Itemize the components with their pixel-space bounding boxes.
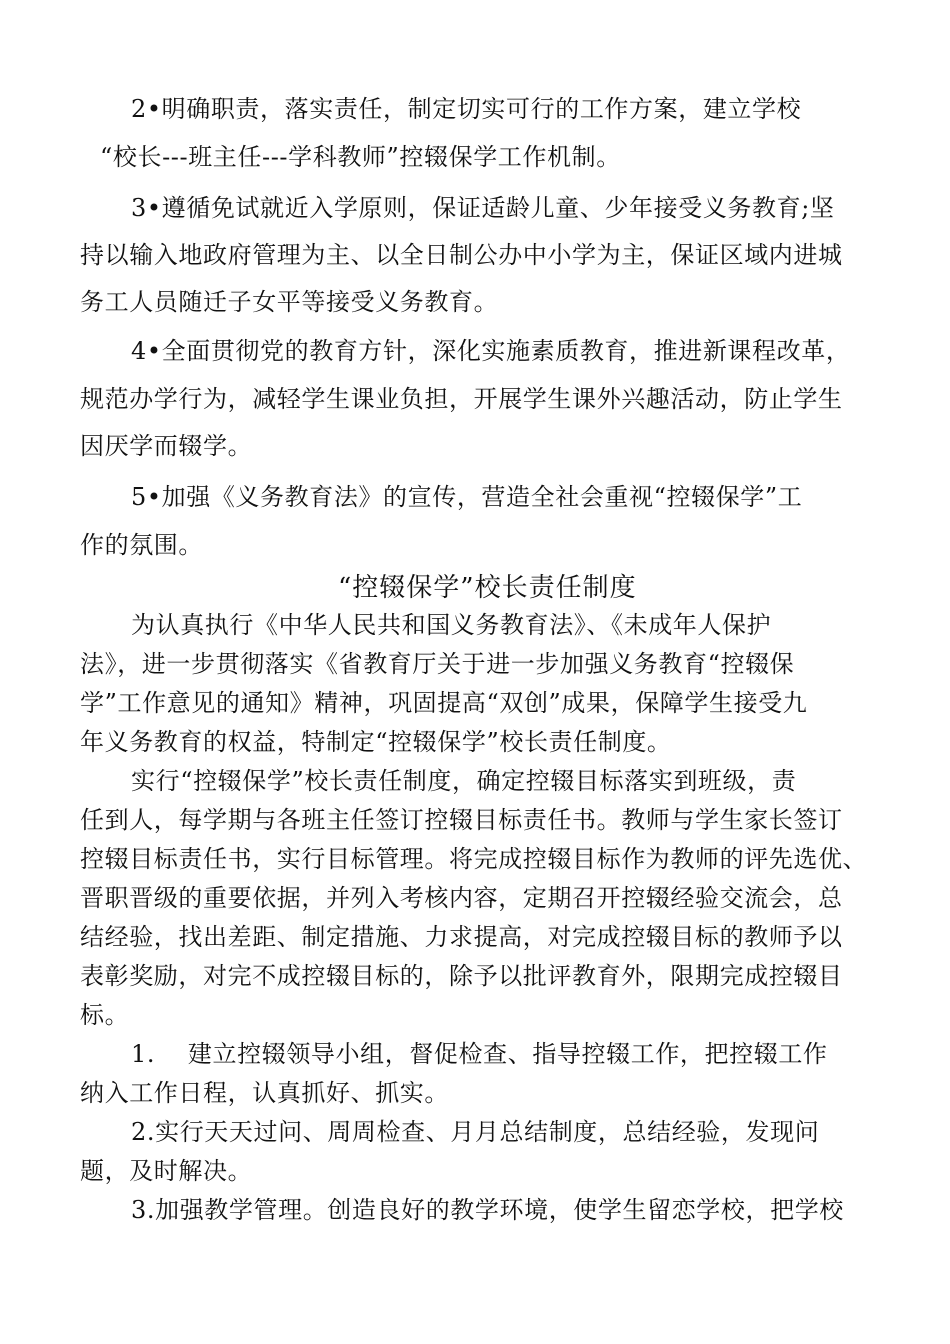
text-line: 法》，进一步贯彻落实《省教育厅关于进一步加强义务教育“控辍保 xyxy=(80,650,795,678)
text-line: 控辍目标责任书，实行目标管理。将完成控辍目标作为教师的评先选优、 xyxy=(80,845,868,873)
text-line: 晋职晋级的重要依据，并列入考核内容，定期召开控辍经验交流会，总 xyxy=(80,884,843,912)
text-line: 纳入工作日程，认真抓好、抓实。 xyxy=(80,1079,449,1107)
text-line: 规范办学行为，减轻学生课业负担，开展学生课外兴趣活动，防止学生 xyxy=(80,385,843,413)
text-line: 2•明确职责，落实责任，制定切实可行的工作方案，建立学校 xyxy=(131,95,802,123)
text-line: 作的氛围。 xyxy=(80,531,203,559)
text-line: 因厌学而辍学。 xyxy=(80,432,253,460)
text-line: 5•加强《义务教育法》的宣传，营造全社会重视“控辍保学”工 xyxy=(131,483,803,511)
text-line: 任到人，每学期与各班主任签订控辍目标责任书。教师与学生家长签订 xyxy=(80,806,843,834)
section-title: “控辍保学”校长责任制度 xyxy=(338,573,637,603)
text-line: 表彰奖励，对完不成控辍目标的，除予以批评教育外，限期完成控辍目 xyxy=(80,962,843,990)
text-line: 4•全面贯彻党的教育方针，深化实施素质教育，推进新课程改革， xyxy=(131,337,851,365)
text-line: 1. 建立控辍领导小组，督促检查、指导控辍工作，把控辍工作 xyxy=(131,1040,828,1068)
text-line: 为认真执行《中华人民共和国义务教育法》、《未成年人保护 xyxy=(131,611,772,639)
text-line: 学”工作意见的通知》精神，巩固提高“双创”成果，保障学生接受九 xyxy=(80,689,808,717)
text-line: 标。 xyxy=(80,1001,130,1029)
text-line: 题，及时解决。 xyxy=(80,1157,253,1185)
text-line: 持以输入地政府管理为主、以全日制公办中小学为主，保证区域内进城 xyxy=(80,241,843,269)
text-line: 年义务教育的权益，特制定“控辍保学”校长责任制度。 xyxy=(80,728,672,756)
text-line: 实行“控辍保学”校长责任制度，确定控辍目标落实到班级，责 xyxy=(131,767,797,795)
text-line: 务工人员随迁子女平等接受义务教育。 xyxy=(80,288,499,316)
text-line: “校长---班主任---学科教师”控辍保学工作机制。 xyxy=(100,143,621,171)
text-line: 3.加强教学管理。创造良好的教学环境，使学生留恋学校，把学校 xyxy=(131,1196,844,1224)
text-line: 2.实行天天过问、周周检查、月月总结制度，总结经验，发现问 xyxy=(131,1118,820,1146)
text-line: 结经验，找出差距、制定措施、力求提高，对完成控辍目标的教师予以 xyxy=(80,923,843,951)
text-line: 3•遵循免试就近入学原则，保证适龄儿童、少年接受义务教育;坚 xyxy=(131,194,835,222)
